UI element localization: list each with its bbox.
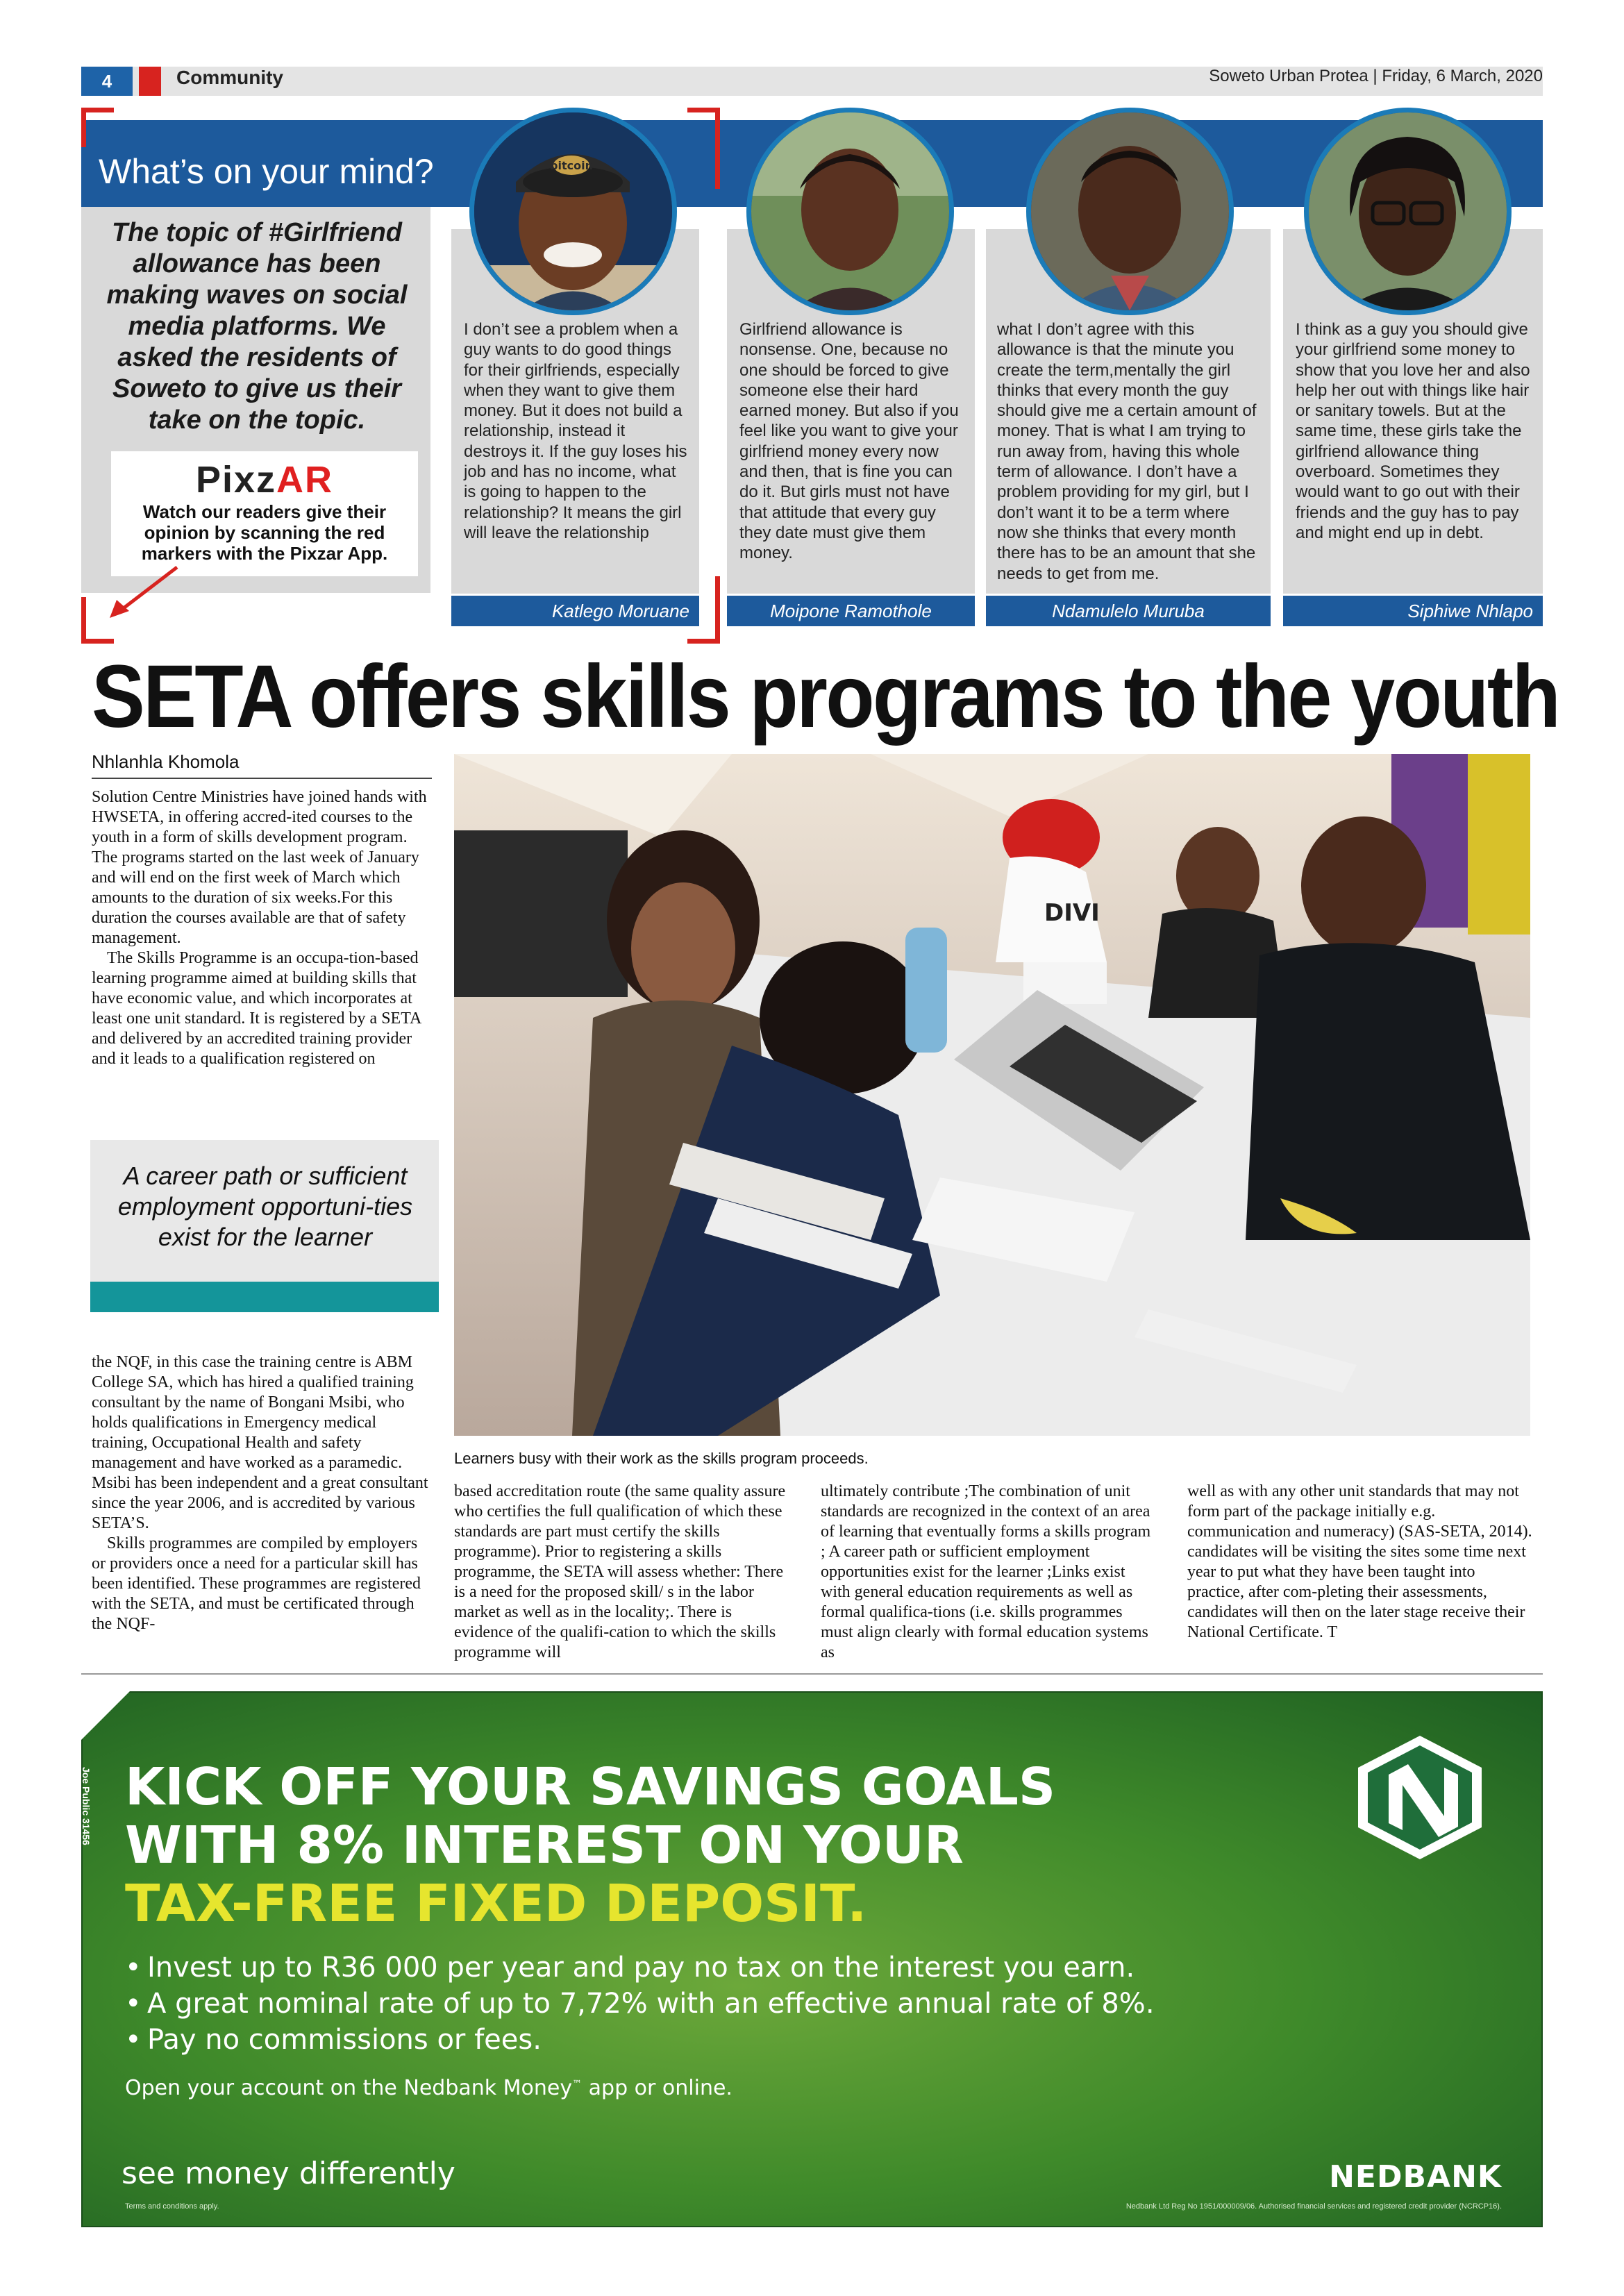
paragraph: The Skills Programme is an occupa-tion-based learning programme aimed at building skills that have economic value, and which incorporates at least one unit standard. It is registered by a SETA and delivered by an accredited training provider and it leads to a qualification registered on [92,949,421,1068]
namebar-2 [727,596,975,626]
publication-info: Soweto Urban Protea | Friday, 6 March, 2020 [1209,67,1543,85]
ad-registration: Nedbank Ltd Reg No 1951/000009/06. Authorised financial services and registered credit provider (NCRCP16). [1125,2202,1502,2211]
pixzar-instructions: Watch our readers give their opinion by scanning the red markers with the Pixzar App. [141,501,388,564]
pull-quote-bar [90,1282,439,1312]
pull-quote: A career path or sufficient employment opportuni-ties exist for the learner [117,1162,413,1251]
avatar-moipone-ramothole [746,108,954,315]
ad-corner-fold [81,1691,130,1740]
avatar-siphiwe-nhlapo [1304,108,1512,315]
article-byline: Nhlanhla Khomola [92,751,240,772]
byline-rule [92,778,432,779]
ad-headline-line-1: KICK OFF YOUR SAVINGS GOALS [125,1757,1056,1817]
scan-marker-top-left [81,108,114,147]
photo-caption: Learners busy with their work as the skills program proceeds. [454,1450,869,1467]
ad-tagline: see money differently [122,2156,455,2191]
article-photo [454,754,1530,1436]
name-katlego-moruane: Katlego Moruane [551,601,689,621]
scan-marker-top-right [687,108,720,189]
namebar-1 [451,596,699,626]
ad-call-to-action: Open your account on the Nedbank Money™ app or online. [125,2076,733,2100]
section-divider [81,1673,1543,1675]
ad-headline-line-3: TAX-FREE FIXED DEPOSIT. [125,1874,867,1934]
name-siphiwe-nhlapo: Siphiwe Nhlapo [1407,601,1533,621]
ad-headline-line-2: WITH 8% INTEREST ON YOUR [125,1816,964,1875]
ad-terms: Terms and conditions apply. [125,2202,219,2211]
cap-logo-text: bitcoin [550,159,593,172]
quote-katlego-moruane: I don’t see a problem when a guy wants to do good things for their girlfriends, especially when they want to give them money. But it does not build a relationship, instead it destroys it. If the guy loses his job and has no income, what is going to happen to the relationship? It means the girl will leave the relationship [464,320,687,542]
section-label: Community [176,67,283,88]
article-column-2: based accreditation route (the same quality assure who certifies the full qualification of which these standards are part must certify the skills programme). Prior to registering a skills programme, the SETA will assess whether: There is a need for the proposed skill/ s in the labor market as well as in the locality;. There is evidence of the qualifi-cation to which the skills programme will [454,1482,786,1661]
arrow-icon [104,564,181,619]
paragraph: Skills programmes are compiled by employers or providers once a need for a particular skill has been identified. These programmes are registered with the SETA, and must be certificated through the NQF- [92,1534,421,1633]
ad-bullet-list [125,1950,1155,2058]
nedbank-logo-icon [1354,1733,1486,1862]
namebar-4 [1283,596,1543,626]
avatar-katlego-moruane [469,108,677,315]
article-column-4: well as with any other unit standards that may not form part of the package initially e.g. communication and numeracy) (SAS-SETA, 2014). candidates will be visiting the sites some time next year to put what they have been taught into practice, after com-pleting their assessments, candidates will then on the later stage receive their National Certificate. T [1187,1482,1532,1641]
namebar-3 [986,596,1271,626]
article-column-1a [92,787,432,1069]
ad-bullet: • Invest up to R36 000 per year and pay no tax on the interest you earn. [125,1950,1155,1986]
ad-brand-name: NEDBANK [1329,2159,1502,2195]
page-number: 4 [81,67,133,96]
shirt-text: DIVI [1044,899,1100,927]
whats-on-mind-intro: The topic of #Girlfriend allowance has been making waves on social media platforms. We asked the residents of Soweto to give us their take on the topic. [106,218,408,435]
article-column-1b [92,1352,432,1634]
whats-on-mind-title: What’s on your mind? [99,152,434,191]
pixzar-logo: PixzAR [195,459,334,501]
name-moipone-ramothole: Moipone Ramothole [770,601,932,621]
agency-credit: Joe Public 31456 [81,1767,92,1845]
article-column-3: ultimately contribute ;The combination of unit standards are recognized in the context of an area of learning that eventually forms a skills program ; A career path or sufficient employment opportunities exist for the learner ;Links exist with general education requirements as well as formal qualifica-tions (i.e. skills programmes must align clearly with formal education systems as [821,1482,1151,1661]
quote-ndamulelo-muruba: what I don’t agree with this allowance is that the minute you create the term,mentally the girl thinks that every month the guy should give me a certain amount of money. That is what I am trying to run away from, having this whole term of allowance. I don’t have a problem providing for my girl, but I don’t want it to be a term where now she thinks that every month there has to be an amount that she needs to get from me. [997,320,1257,583]
ad-bullet: • Pay no commissions or fees. [125,2022,1155,2058]
quote-siphiwe-nhlapo: I think as a guy you should give your girlfriend some money to show that you love her and also help her out with things like hair or sanitary towels. But at the same time, these girls take the girlfriend allowance thing overboard. Sometimes they would want to go out with their friends and the guy has to pay and might end up in debt. [1296,320,1530,542]
paragraph: the NQF, in this case the training centre is ABM College SA, which has hired a qualified training consultant by the name of Bongani Msibi, who holds qualifications in Emergency medical training, Occupational Health and safety management and have worked as a paramedic. Msibi has been independent and a great consultant since the year 2006, and is accredited by various SETA’S. [92,1353,428,1532]
ad-headline [125,1758,1055,1933]
paragraph: Solution Centre Ministries have joined hands with HWSETA, in offering accred-ited courses to the youth in a form of skills development program. The programs started on the last week of January and will end on the first week of March which amounts to the duration of six weeks.For this duration the courses available are that of safety management. [92,788,427,947]
avatar-ndamulelo-muruba [1026,108,1234,315]
article-headline: SETA offers skills programs to the youth [92,647,1559,746]
ad-bullet: • A great nominal rate of up to 7,72% with an effective annual rate of 8%. [125,1986,1155,2022]
section-marker [139,67,161,96]
name-ndamulelo-muruba: Ndamulelo Muruba [1052,601,1205,621]
quote-moipone-ramothole: Girlfriend allowance is nonsense. One, because no one should be forced to give someone else their hard earned money. But also if you feel like you want to give your girlfriend money every now and then, that is fine you can do it. But girls must not have that attitude that every guy they date must give them money. [739,320,959,563]
